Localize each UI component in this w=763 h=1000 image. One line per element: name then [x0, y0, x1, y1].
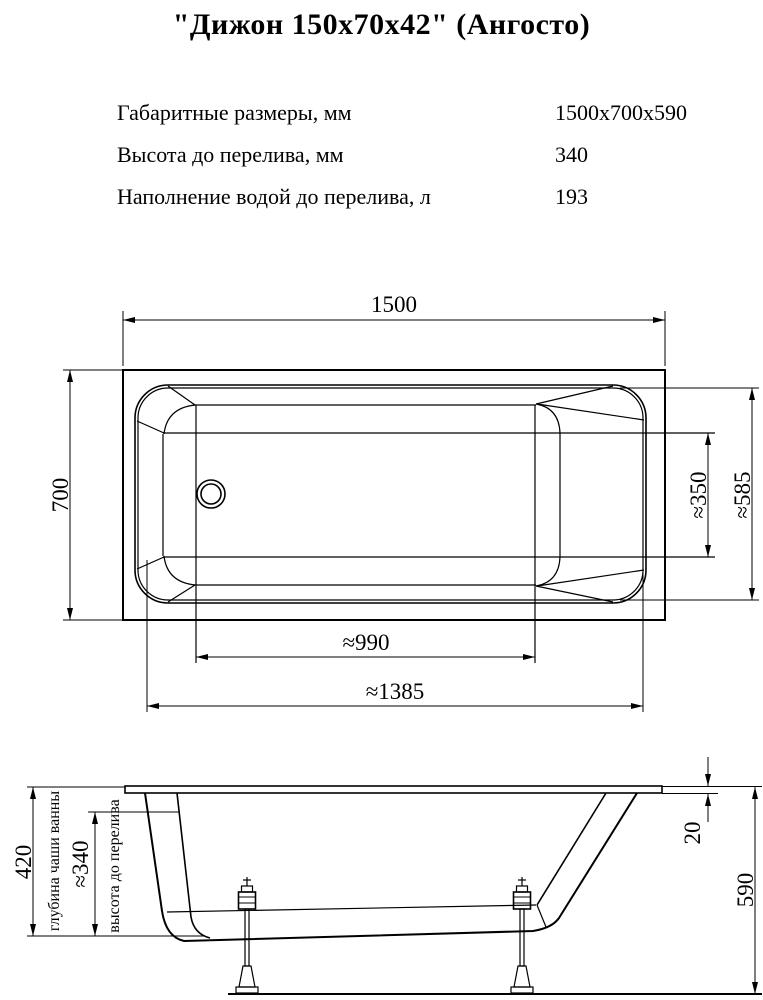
spec-label: Габаритные размеры, мм — [117, 100, 352, 125]
spec-label: Высота до перелива, мм — [117, 142, 344, 167]
tub-floor-edges — [163, 405, 715, 663]
tub-rim-outer — [135, 385, 646, 603]
dim-label-990: ≈990 — [342, 630, 390, 655]
dim-label-585: ≈585 — [730, 471, 755, 519]
spec-value: 193 — [555, 184, 588, 209]
side-view-drawing — [11, 757, 762, 994]
tub-floor-line — [167, 905, 536, 912]
tub-outer-rect — [123, 370, 665, 620]
dim-rim-thickness-20 — [662, 757, 762, 845]
dim-bottom-width-350 — [686, 433, 711, 557]
dim-bottom-length-990 — [196, 630, 535, 660]
dim-width-700 — [48, 370, 123, 620]
dim-label-700: 700 — [48, 477, 73, 513]
tub-floor-end — [537, 905, 546, 927]
dim-label-1385: ≈1385 — [365, 679, 425, 704]
tub-rim-inner — [138, 388, 643, 600]
dim-length-1500 — [123, 292, 665, 366]
spec-value: 1500х700х590 — [555, 100, 687, 125]
dim-label-350: ≈350 — [686, 471, 711, 519]
tub-slope-edges — [163, 404, 560, 586]
dim-rim-length-1385 — [147, 560, 643, 712]
drain-icon — [197, 480, 225, 508]
tub-corner-chamfers — [137, 386, 644, 602]
rim-bar — [125, 786, 662, 793]
tub-inner-wall — [177, 793, 210, 938]
tub-shell-outline — [145, 793, 637, 941]
leg — [511, 877, 533, 993]
dim-label-420: 420 — [11, 844, 36, 880]
page-title: "Дижон 150х70х42" (Ангосто) — [172, 8, 591, 41]
top-view-drawing — [48, 292, 759, 712]
dim-height-590 — [733, 787, 758, 994]
overflow-caption: высота до перелива — [106, 799, 123, 933]
leg — [236, 877, 258, 993]
depth-caption: глубина чаши ванны — [46, 790, 63, 932]
tub-end-slope-inner — [537, 793, 606, 905]
dim-label-340: ≈340 — [68, 840, 93, 888]
spec-label: Наполнение водой до перелива, л — [117, 184, 431, 209]
dim-label-20: 20 — [680, 821, 705, 845]
dim-label-590: 590 — [733, 872, 758, 908]
dim-label-1500: 1500 — [371, 292, 417, 317]
spec-value: 340 — [555, 142, 588, 167]
